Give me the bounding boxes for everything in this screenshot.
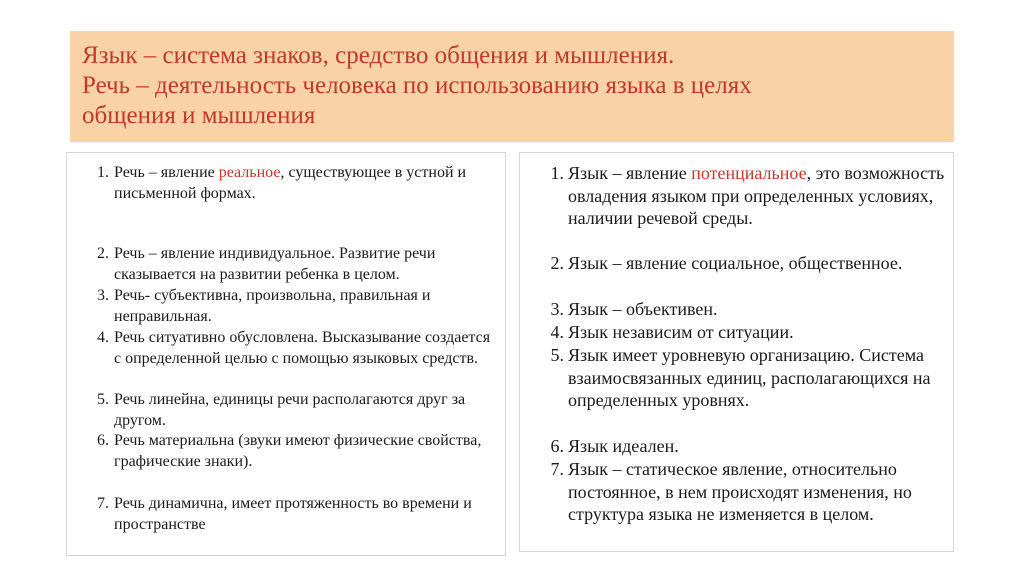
item-number: 3. bbox=[550, 299, 564, 319]
list-item bbox=[89, 493, 499, 535]
item-text: Язык имеет уровневую организацию. Система взаимосвязанных единиц, располагающихся на определенных уровнях. bbox=[568, 345, 931, 410]
list-item bbox=[89, 389, 499, 431]
item-text: Язык – объективен. bbox=[568, 299, 718, 319]
highlight-potential: потенциальное bbox=[691, 163, 807, 183]
list-item bbox=[546, 252, 946, 275]
item-number: 5. bbox=[97, 391, 109, 408]
speech-list-panel bbox=[66, 152, 506, 556]
list-item bbox=[546, 162, 946, 230]
title-line-1: Язык – система знаков, средство общения и мышления. bbox=[82, 42, 675, 69]
item-number: 2. bbox=[97, 245, 109, 262]
list-item bbox=[546, 344, 946, 412]
item-text: Язык независим от ситуации. bbox=[568, 322, 794, 342]
list-item bbox=[546, 458, 946, 526]
item-number: 6. bbox=[550, 436, 564, 456]
item-number: 4. bbox=[550, 322, 564, 342]
item-text: Язык – явление социальное, общественное. bbox=[568, 253, 903, 273]
item-number: 4. bbox=[97, 329, 109, 346]
item-text: Речь материальна (звуки имеют физические свойства, графические знаки). bbox=[114, 432, 482, 470]
item-text: Речь – явление реальное, существующее в устной и письменной формах. bbox=[114, 164, 467, 202]
item-text: Речь линейна, единицы речи располагаются друг за другом. bbox=[114, 391, 466, 429]
item-text: Речь- субъективна, произвольна, правильная и неправильная. bbox=[114, 287, 431, 325]
list-item bbox=[89, 285, 499, 327]
list-item bbox=[89, 327, 499, 369]
item-text: Речь динамична, имеет протяженность во времени и пространстве bbox=[114, 495, 472, 533]
list-item bbox=[89, 162, 499, 204]
item-number: 7. bbox=[550, 459, 564, 479]
item-text: Речь – явление индивидуальное. Развитие речи сказывается на развитии ребенка в целом. bbox=[114, 245, 436, 283]
title-line-2: Речь – деятельность человека по использованию языка в целях bbox=[82, 72, 752, 99]
highlight-real: реальное bbox=[218, 164, 281, 181]
item-number: 7. bbox=[97, 495, 109, 512]
title-banner bbox=[70, 31, 954, 142]
item-text: Язык – явление потенциальное, это возможность овладения языком при определенных условиях, наличии речевой среды. bbox=[568, 163, 945, 228]
list-item bbox=[546, 321, 946, 344]
list-item bbox=[89, 430, 499, 472]
item-text: Язык идеален. bbox=[568, 436, 679, 456]
language-list-panel bbox=[519, 152, 954, 552]
title-line-3: общения и мышления bbox=[82, 102, 316, 129]
list-item bbox=[546, 435, 946, 458]
list-item bbox=[89, 243, 499, 285]
item-number: 2. bbox=[550, 253, 564, 273]
item-number: 1. bbox=[550, 163, 564, 183]
item-number: 6. bbox=[97, 432, 109, 449]
item-text: Речь ситуативно обусловлена. Высказывание создается с определенной целью с помощью языковых средств. bbox=[114, 329, 491, 367]
item-number: 5. bbox=[550, 345, 564, 365]
item-number: 3. bbox=[97, 287, 109, 304]
list-item bbox=[546, 298, 946, 321]
item-number: 1. bbox=[97, 164, 109, 181]
item-text: Язык – статическое явление, относительно постоянное, в нем происходят изменения, но структура языка не изменяется в целом. bbox=[568, 459, 912, 524]
